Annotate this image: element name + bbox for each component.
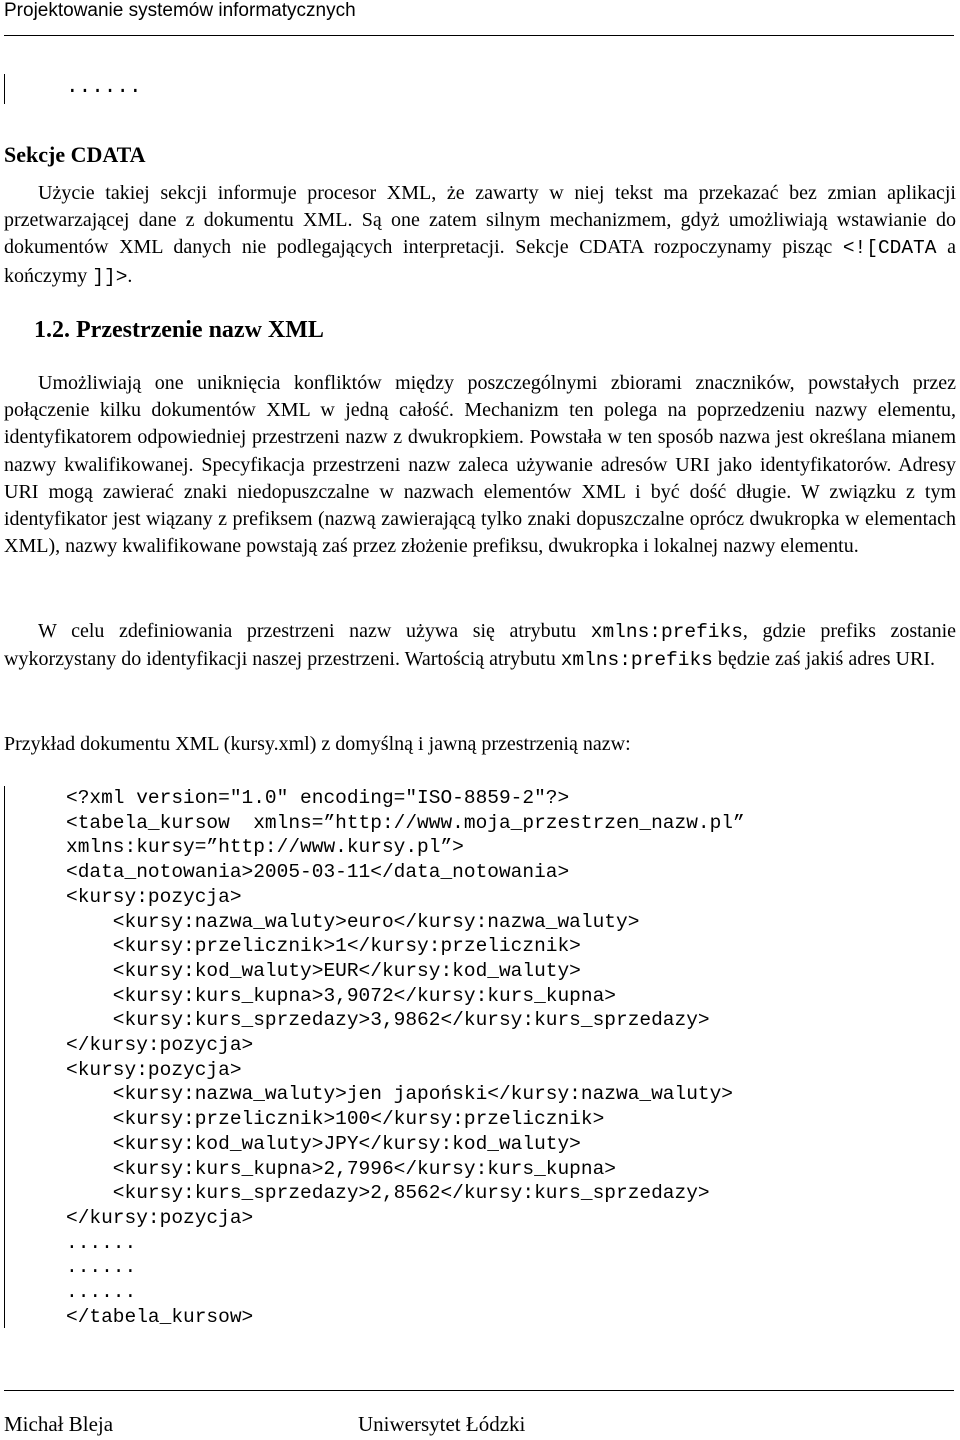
- namespaces-text-1: Umożliwiają one uniknięcia konfliktów między poszczególnymi zbiorami znaczników, powstałych przez połączenie kilku dokumentów XML w jedną całość. Mechanizm ten polega na poprzedzeniu nazwy elementu, identyfikatorem odpowiedniej przestrzeni nazw z dwukropkiem. Powstała w ten sposób nazwa jest określana mianem nazwy kwalifikowanej. Specyfikacja przestrzeni nazw zaleca używanie adresów URI jako identyfikatorów. Adresy URI mogą zawierać znaki niedopuszczalne w nazwach elementów XML i być dość długie. W związku z tym identyfikator jest wiązany z prefiksem (nazwą zawierającą tylko znaki dopuszczalne oprócz dwukropka w elementach XML), nazwy kwalifikowane powstają zaś przez złożenie prefiksu, dwukropka i lokalnej nazwy elementu.: [4, 372, 956, 558]
- code-line: <kursy:kurs_sprzedazy>3,9862</kursy:kurs_sprzedazy>: [66, 1009, 710, 1032]
- example-title: Przykład dokumentu XML (kursy.xml) z domyślną i jawną przestrzenią nazw:: [4, 733, 631, 755]
- code-line: <kursy:kurs_kupna>2,7996</kursy:kurs_kupna>: [66, 1157, 616, 1180]
- code-margin-bar: [4, 74, 5, 104]
- code-line: <kursy:nazwa_waluty>euro</kursy:nazwa_waluty>: [66, 910, 640, 933]
- cdata-text-2: a kończymy: [4, 236, 956, 287]
- code-line: <tabela_kursow xmlns=”http://www.moja_przestrzen_nazw.pl”: [66, 811, 745, 834]
- code-line: <kursy:przelicznik>100</kursy:przelicznik>: [66, 1108, 605, 1131]
- namespaces-paragraph-2: [4, 618, 956, 674]
- cdata-open-code: <![CDATA: [842, 237, 937, 260]
- code-line: <data_notowania>2005-03-11</data_notowania>: [66, 861, 570, 884]
- code-line: <kursy:pozycja>: [66, 1058, 242, 1081]
- cdata-text: Użycie takiej sekcji informuje procesor XML, że zawarty w niej tekst ma przekazać bez zmian aplikacji przetwarzającej dane z dokumentu XML. Są one zatem silnym mechanizmem, gdyż umożliwiają wstawianie do dokumentów XML danych nie podlegających interpretacji. Sekcje CDATA rozpoczynamy pisząc: [4, 182, 956, 259]
- code-margin-bar: [4, 786, 5, 1328]
- code-line: <kursy:kurs_sprzedazy>2,8562</kursy:kurs_sprzedazy>: [66, 1182, 710, 1205]
- namespaces-text-2b: , gdzie prefiks zostanie wykorzystany do identyfikacji naszej przestrzeni. Wartością atrybutu: [4, 620, 957, 671]
- xmlns-prefiks-code-1: xmlns:prefiks: [590, 621, 743, 643]
- code-ellipsis: ......: [66, 76, 142, 99]
- code-line: </kursy:pozycja>: [66, 1034, 254, 1057]
- code-line: <kursy:przelicznik>1</kursy:przelicznik>: [66, 935, 581, 958]
- namespaces-text-2a: W celu zdefiniowania przestrzeni nazw używa się atrybutu: [38, 620, 591, 642]
- header-title: Projektowanie systemów informatycznych: [4, 0, 356, 21]
- code-line: <kursy:pozycja>: [66, 885, 242, 908]
- namespaces-paragraph-1: [4, 370, 956, 560]
- footer-divider: [4, 1390, 954, 1391]
- code-line: <kursy:nazwa_waluty>jen japoński</kursy:nazwa_waluty>: [66, 1083, 734, 1106]
- section-heading-namespaces: 1.2. Przestrzenie nazw XML: [34, 317, 324, 343]
- code-line: <kursy:kod_waluty>EUR</kursy:kod_waluty>: [66, 959, 581, 982]
- xml-code-lines: [66, 786, 745, 1329]
- cdata-paragraph: [4, 180, 956, 291]
- top-code-snippet: [4, 72, 304, 102]
- code-line: xmlns:kursy=”http://www.kursy.pl”>: [66, 836, 464, 859]
- code-line: ......: [66, 1281, 137, 1304]
- code-line: ......: [66, 1256, 137, 1279]
- page-header: [4, 0, 954, 36]
- cdata-text-3: .: [127, 264, 133, 287]
- footer-author: Michał Bleja: [4, 1412, 114, 1436]
- cdata-close-code: ]]>: [92, 265, 128, 288]
- code-line: <kursy:kurs_kupna>3,9072</kursy:kurs_kupna>: [66, 984, 616, 1007]
- code-line: <kursy:kod_waluty>JPY</kursy:kod_waluty>: [66, 1132, 581, 1155]
- xml-code-block: [4, 786, 904, 1328]
- code-line: </kursy:pozycja>: [66, 1206, 254, 1229]
- code-line: <?xml version="1.0" encoding="ISO-8859-2"?>: [66, 787, 570, 809]
- section-heading-cdata: Sekcje CDATA: [4, 142, 146, 167]
- namespaces-text-2c: będzie zaś jakiś adres URI.: [712, 648, 935, 671]
- code-line: ......: [66, 1231, 137, 1254]
- footer-university: Uniwersytet Łódzki: [358, 1412, 526, 1436]
- xmlns-prefiks-code-2: xmlns:prefiks: [560, 649, 713, 672]
- code-line: </tabela_kursow>: [66, 1305, 254, 1328]
